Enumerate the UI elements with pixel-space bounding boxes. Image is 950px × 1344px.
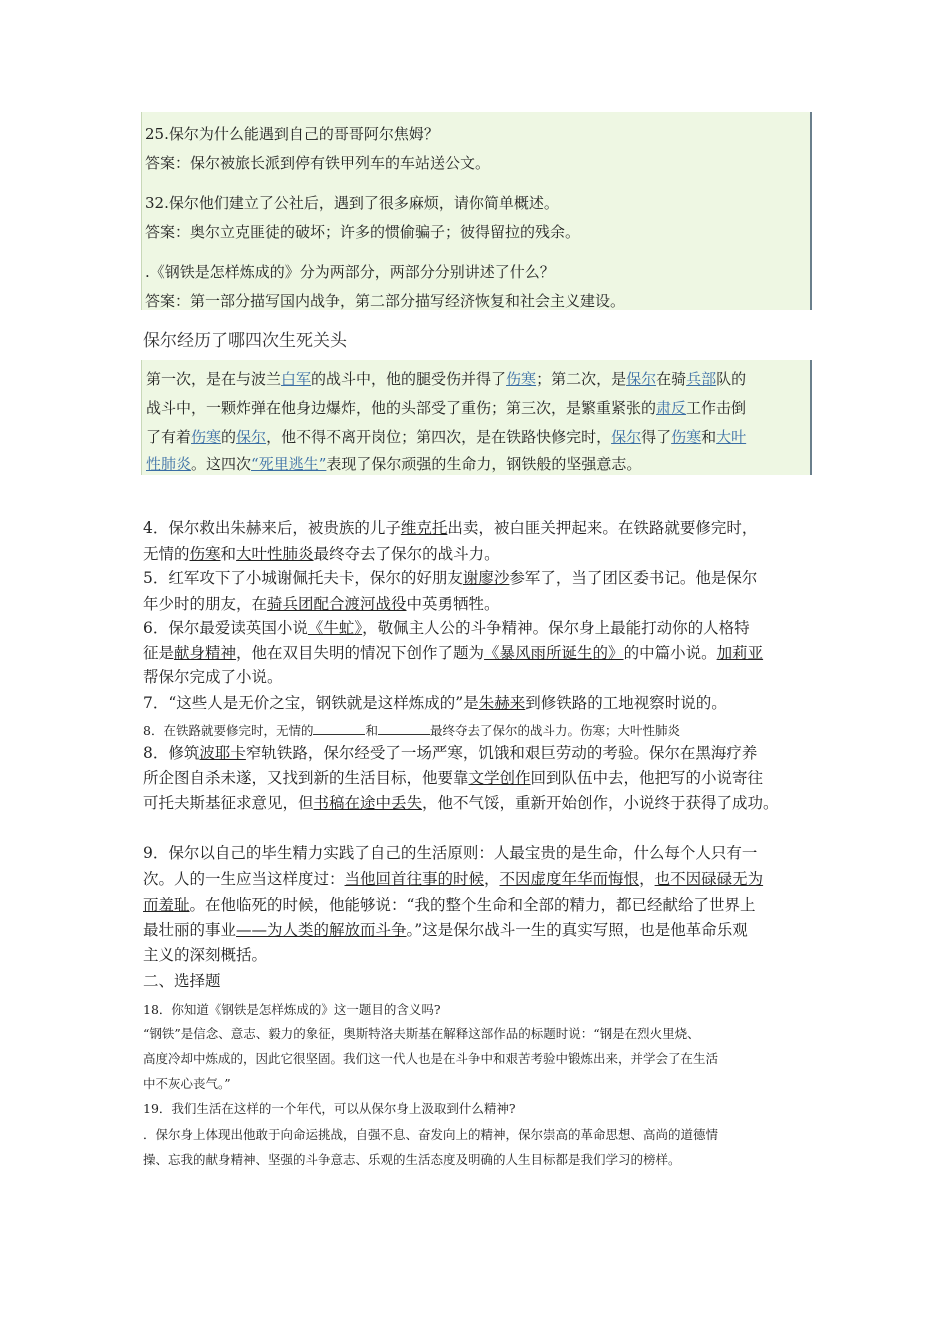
qa-box	[141, 112, 812, 310]
link-white-army[interactable]: 白军	[281, 370, 312, 388]
para-6-line-3: 帮保尔完成了小说。	[143, 668, 283, 686]
para-5-line-2: 年少时的朋友，在骑兵团配合渡河战役中英勇牺牲。	[143, 595, 500, 613]
blank-1	[313, 722, 365, 735]
para-7: 7．“这些人是无价之宝，钢铁就是这样炼成的”是朱赫来到修铁路的工地视察时说的。	[143, 694, 727, 712]
blank-2	[378, 722, 430, 735]
para-9-line-3: 而羞耻。在他临死的时候，他能够说：“我的整个生命和全部的精力，都已经献给了世界上	[143, 896, 756, 914]
question-19: 19．我们生活在这样的一个年代，可以从保尔身上汲取到什么精神?	[143, 1101, 516, 1116]
four-crises-box	[141, 360, 812, 475]
link-purge[interactable]: 肃反	[656, 399, 687, 417]
question-25: 25.保尔为什么能遇到自己的哥哥阿尔焦姆？	[145, 125, 439, 143]
crises-line-2: 战斗中，一颗炸弹在他身边爆炸，他的头部受了重伤；第三次，是繁重紧张的肃反工作击倒	[146, 399, 747, 417]
answer-18-line-2: 高度冷却中炼成的，因此它很坚固。我们这一代人也是在斗争中和艰苦考验中锻炼出来，并学会了在生活	[143, 1051, 719, 1066]
answer-18-line-3: 中不灰心丧气。”	[143, 1076, 231, 1091]
link-typhus[interactable]: 伤寒	[506, 370, 537, 388]
crises-line-4: 性肺炎。这四次“死里逃生”表现了保尔顽强的生命力，钢铁般的坚强意志。	[146, 455, 642, 473]
answer-19-line-2: 操、忘我的献身精神、坚强的斗争意志、乐观的生活态度及明确的人生目标都是我们学习的榜样。	[143, 1152, 681, 1167]
crises-line-1: 第一次，是在与波兰白军的战斗中，他的腿受伤并得了伤寒；第二次，是保尔在骑兵部队的	[146, 370, 747, 388]
answer-book-parts: 答案：第一部分描写国内战争，第二部分描写经济恢复和社会主义建设。	[145, 292, 626, 310]
answer-18-line-1: “钢铁”是信念、意志、毅力的象征，奥斯特洛夫斯基在解释这部作品的标题时说：“钢是在烈火里烧、	[143, 1026, 700, 1041]
link-narrow-escape[interactable]: “死里逃生”	[251, 455, 327, 473]
question-book-parts: .《钢铁是怎样炼成的》分为两部分，两部分分别讲述了什么？	[145, 263, 555, 281]
fill-in-8: 8．在铁路就要修完时，无情的 和 最终夺去了保尔的战斗力。伤寒；大叶性肺炎	[143, 723, 680, 738]
answer-19-line-1: ．保尔身上体现出他敢于向命运挑战，自强不息、奋发向上的精神，保尔崇高的革命思想、高尚的道德情	[143, 1127, 719, 1142]
crises-line-3: 了有着伤寒的保尔，他不得不离开岗位；第四次，是在铁路快修完时，保尔得了伤寒和大叶	[146, 428, 747, 446]
para-9-line-5: 主义的深刻概括。	[143, 946, 268, 964]
section-choice-heading: 二、选择题	[143, 972, 221, 990]
para-9-line-1: 9．保尔以自己的毕生精力实践了自己的生活原则：人最宝贵的是生命，什么每个人只有一	[143, 844, 758, 862]
para-8-line-3: 可托夫斯基征求意见，但书稿在途中丢失，他不气馁，重新开始创作，小说终于获得了成功。	[143, 794, 779, 812]
link-pavel[interactable]: 保尔	[611, 428, 642, 446]
link-pneumonia[interactable]: 性肺炎	[146, 455, 192, 473]
answer-32: 答案：奥尔立克匪徒的破坏；许多的惯偷骗子；彼得留拉的残余。	[145, 223, 581, 241]
answer-25: 答案：保尔被旅长派到停有铁甲列车的车站送公文。	[145, 154, 491, 172]
link-cavalry[interactable]: 兵部	[686, 370, 717, 388]
para-4-line-2: 无情的伤寒和大叶性肺炎最终夺去了保尔的战斗力。	[143, 545, 500, 563]
link-typhus[interactable]: 伤寒	[191, 428, 222, 446]
para-8-line-1: 8．修筑波耶卡窄轨铁路，保尔经受了一场严寒，饥饿和艰巨劳动的考验。保尔在黑海疗养	[143, 744, 758, 762]
para-8-line-2: 所企图自杀未遂，又找到新的生活目标，他要靠文学创作回到队伍中去，他把写的小说寄往	[143, 769, 764, 787]
section-title: 保尔经历了哪四次生死关头	[143, 331, 347, 351]
para-6-line-1: 6．保尔最爱读英国小说《牛虻》，敬佩主人公的斗争精神。保尔身上最能打动你的人格特	[143, 619, 750, 637]
para-5-line-1: 5．红军攻下了小城谢佩托夫卡，保尔的好朋友谢廖沙参军了，当了团区委书记。他是保尔	[143, 569, 758, 587]
para-6-line-2: 征是献身精神，他在双目失明的情况下创作了题为《暴风雨所诞生的》的中篇小说。加莉亚	[143, 644, 764, 662]
question-32: 32.保尔他们建立了公社后，遇到了很多麻烦，请你简单概述。	[145, 194, 559, 212]
para-4-line-1: 4．保尔救出朱赫来后，被贵族的儿子维克托出卖，被白匪关押起来。在铁路就要修完时，	[143, 519, 758, 537]
para-9-line-2: 次。人的一生应当这样度过：当他回首往事的时候，不因虚度年华而悔恨，也不因碌碌无为	[143, 870, 764, 888]
link-typhus[interactable]: 伤寒	[671, 428, 702, 446]
link-pavel[interactable]: 保尔	[626, 370, 657, 388]
para-9-line-4: 最壮丽的事业——为人类的解放而斗争。”这是保尔战斗一生的真实写照，也是他革命乐观	[143, 921, 748, 939]
link-pneumonia[interactable]: 大叶	[716, 428, 747, 446]
question-18: 18．你知道《钢铁是怎样炼成的》这一题目的含义吗?	[143, 1002, 441, 1017]
link-pavel[interactable]: 保尔	[236, 428, 267, 446]
